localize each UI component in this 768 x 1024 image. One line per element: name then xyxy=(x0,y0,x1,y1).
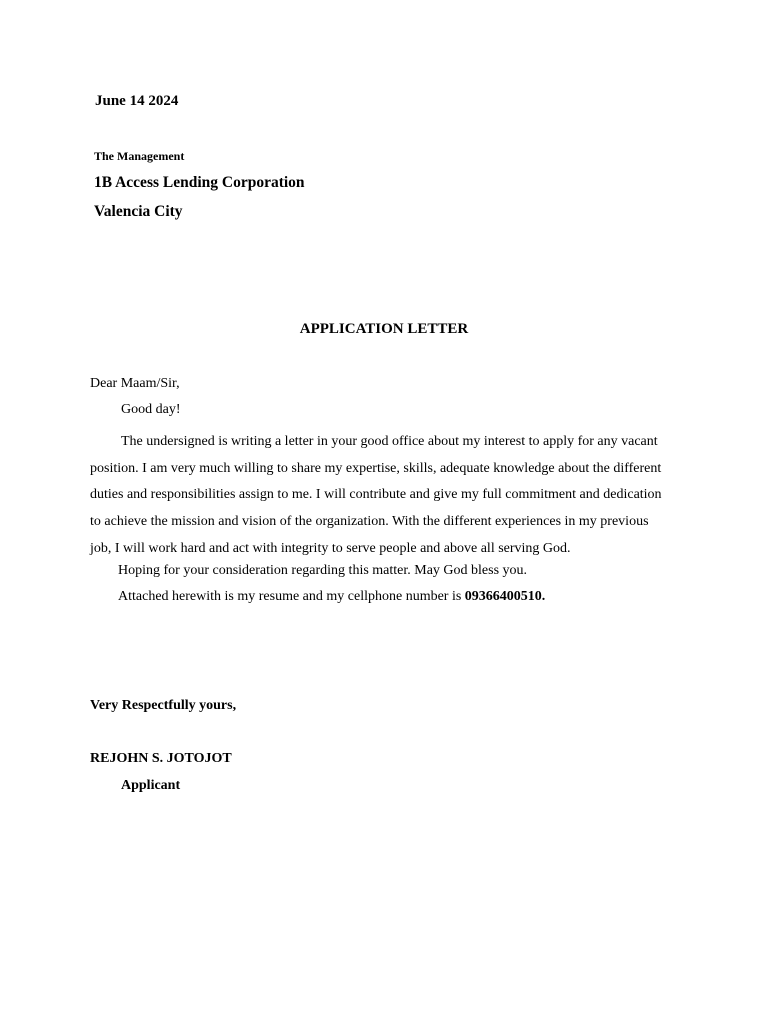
recipient-city: Valencia City xyxy=(94,203,183,220)
signature-role: Applicant xyxy=(121,778,181,793)
body-paragraph-1 xyxy=(90,429,670,563)
letter-date: June 14 2024 xyxy=(95,93,179,109)
body-paragraph-3 xyxy=(118,589,545,605)
body-paragraph-1-text: The undersigned is writing a letter in your good office about my interest to apply for any vacant position. I am very much willing to share my expertise, skills, adequate knowledge about the different duties and responsibilities assign to me. I will contribute and give my full commitment and dedication to achieve the mission and vision of the organization. With the different experiences in my previous job, I will work hard and act with integrity to serve people and above all serving God. xyxy=(90,434,662,556)
body-paragraph-3-text: Attached herewith is my resume and my cellphone number is xyxy=(118,589,465,604)
body-paragraph-2: Hoping for your consideration regarding this matter. May God bless you. xyxy=(118,563,528,578)
letter-title: APPLICATION LETTER xyxy=(299,321,469,337)
salutation: Dear Maam/Sir, xyxy=(90,376,180,391)
closing: Very Respectfully yours, xyxy=(90,698,237,713)
phone-number: 09366400510. xyxy=(464,589,546,604)
recipient-company: 1B Access Lending Corporation xyxy=(94,174,305,191)
recipient-attention: The Management xyxy=(94,149,185,163)
greeting: Good day! xyxy=(121,402,181,417)
signature-name: REJOHN S. JOTOJOT xyxy=(90,751,232,766)
